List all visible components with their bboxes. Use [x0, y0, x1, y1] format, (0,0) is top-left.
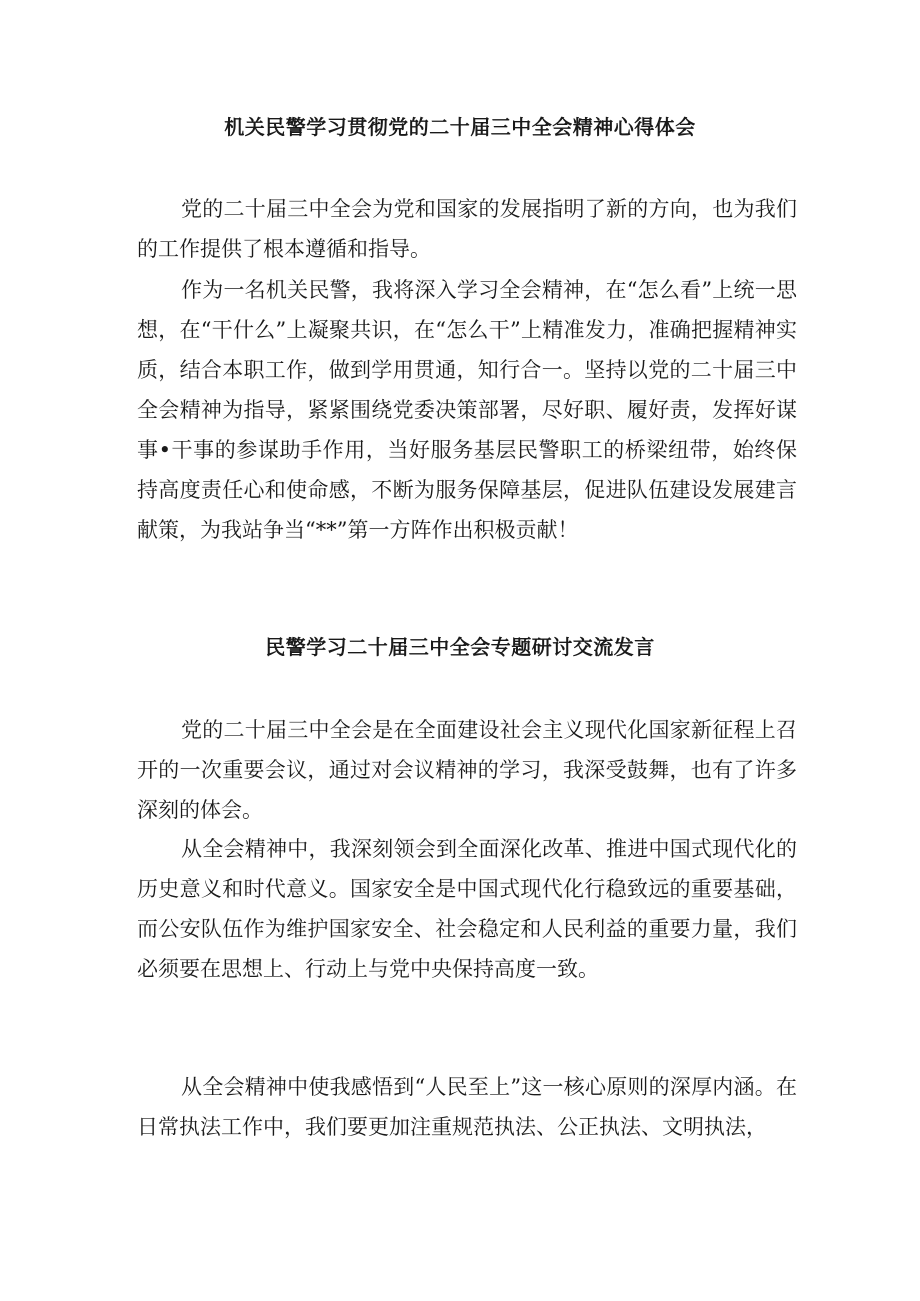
- paragraph: 从全会精神中使我感悟到“人民至上”这一核心原则的深厚内涵。在日常执法工作中，我们要更加注重规范执法、公正执法、文明执法，: [137, 1075, 797, 1139]
- paragraph: 党的二十届三中全会是在全面建设社会主义现代化国家新征程上召开的一次重要会议，通过对会议精神的学习，我深受鼓舞，也有了许多深刻的体会。: [137, 718, 797, 822]
- paragraph: 从全会精神中，我深刻领会到全面深化改革、推进中国式现代化的历史意义和时代意义。国家安全是中国式现代化行稳致远的重要基础，而公安队伍作为维护国家安全、社会稳定和人民利益的重要力量，我们必须要在思想上、行动上与党中央保持高度一致。: [137, 837, 797, 981]
- paragraph: 党的二十届三中全会为党和国家的发展指明了新的方向，也为我们的工作提供了根本遵循和指导。: [137, 197, 797, 261]
- article-title: 机关民警学习贯彻党的二十届三中全会精神心得体会: [224, 115, 696, 139]
- article-title: 民警学习二十届三中全会专题研讨交流发言: [265, 635, 655, 659]
- paragraph: 作为一名机关民警，我将深入学习全会精神，在“怎么看”上统一思想，在“干什么”上凝聚共识，在“怎么干”上精准发力，准确把握精神实质，结合本职工作，做到学用贯通，知行合一。坚持以党的二十届三中全会精神为指导，紧紧围绕党委决策部署，尽好职、履好责，发挥好谋事•干事的参谋助手作用，当好服务基层民警职工的桥梁纽带，始终保持高度责任心和使命感，不断为服务保障基层，促进队伍建设发展建言献策，为我站争当“**”第一方阵作出积极贡献！: [137, 278, 797, 542]
